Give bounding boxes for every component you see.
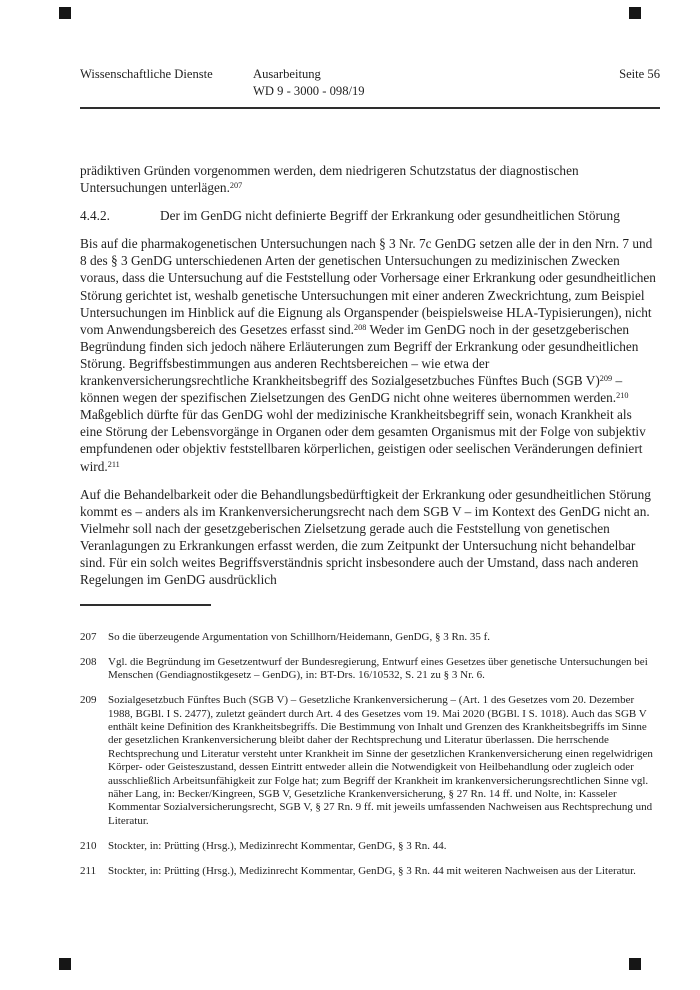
section-number: 4.4.2. (80, 208, 110, 224)
footnote-ref: 210 (616, 391, 629, 401)
footnote-ref: 209 (599, 374, 613, 384)
section-title: Der im GenDG nicht definierte Begriff der Erkrankung oder gesundheitlichen Störung (160, 208, 620, 224)
crop-mark-top-left (59, 7, 71, 19)
footnote-text: So die überzeugende Argumentation von Schillhorn/Heidemann, GenDG, § 3 Rn. 35 f. (108, 631, 490, 643)
footnote-text: Stockter, in: Prütting (Hrsg.), Medizinrecht Kommentar, GenDG, § 3 Rn. 44 mit weiteren Nachweisen aus der Literatur. (108, 864, 636, 877)
footnote-item (80, 694, 658, 828)
footnote-item (80, 865, 658, 878)
header-document-info (253, 66, 365, 99)
header-document-type: Ausarbeitung (253, 67, 321, 81)
paragraph-intro: prädiktiven Gründen vorgenommen werden, dem niedrigeren Schutzstatus der diagnostischen Untersuchungen unterlägen.$^{207}$ (80, 163, 579, 196)
footnote-text: Stockter, in: Prütting (Hrsg.), Medizinrecht Kommentar, GenDG, § 3 Rn. 44. (108, 839, 447, 852)
section-heading (80, 207, 656, 224)
footnote-item (80, 631, 658, 644)
footnotes-section (80, 604, 658, 890)
document-body (80, 162, 656, 599)
footnote-text: Vgl. die Begründung im Gesetzentwurf der Bundesregierung, Entwurf eines Gesetzes über genetische Untersuchungen bei Menschen (Gendiagnostikgesetz – GenDG), in: BT-Drs. 16/10532, S. 21 zu § 3 Nr. 6. (108, 655, 648, 682)
footnote-number: 207 (80, 631, 97, 643)
crop-mark-bottom-right (629, 958, 641, 970)
header-organization: Wissenschaftliche Dienste (80, 67, 213, 81)
header-page-number: Seite 56 (619, 67, 660, 81)
paragraph-secondary: Auf die Behandelbarkeit oder die Behandlungsbedürftigkeit der Erkrankung oder gesundheitlichen Störung kommt es – anders als im Krankenversicherungsrecht nach dem SGB V – im Kontext des GenDG nicht an. Vielmehr soll nach der gesetzgeberischen Zielsetzung gerade auch die Feststellung von genetischen Veranlagungen zu Erkrankungen erfasst werden, die zum Zeitpunkt der Untersuchung nicht behandelbar sind. Für ein solch weites Begriffsverständnis spricht insbesondere auch der Umstand, dass nach anderen Regelungen im GenDG ausdrücklich (80, 486, 651, 588)
footnote-number: 210 (80, 839, 97, 852)
footnote-ref: 211 (107, 459, 120, 469)
header-document-number: WD 9 - 3000 - 098/19 (253, 83, 365, 98)
footnote-item (80, 656, 658, 683)
paragraph-main: Bis auf die pharmakogenetischen Untersuchungen nach § 3 Nr. 7c GenDG setzen alle der in den Nrn. 7 und 8 des § 3 GenDG unterschiedenen Arten der genetischen Untersuchungen zu medizinischen Zwecken voraus, dass die Untersuchung auf die Feststellung oder Vorhersage einer Erkrankung oder gesundheitlichen Störung gerichtet ist, weshalb genetische Untersuchungen mit einer anderen Zweckrichtung, zum Beispiel Untersuchungen im Hinblick auf die Eignung als Organspender (beispielsweise HLA-Typisierungen), nicht vom Anwendungsbereich des Gesetzes erfasst sind.$^{208}$ Weder im GenDG noch in der gesetzgeberischen Begründung finden sich jedoch nähere Erläuterungen zum Begriff der Erkrankung oder gesundheitlichen Störung. Begriffsbestimmungen aus anderen Rechtsbereichen – wie etwa der krankenversicherungsrechtliche Krankheitsbegriff des Sozialgesetzbuches Fünftes Buch (SGB V)$^{209}$ – können wegen der spezifischen Zielsetzungen des GenDG nicht ohne weiteres übernommen werden.$^{210}$ Maßgeblich dürfte für das GenDG wohl der medizinische Krankheitsbegriff sein, wonach Krankheit als eine Störung der Lebensvorgänge in Organen oder dem gesamten Organismus mit der Folge von subjektiv empfundenen oder objektiv feststellbaren körperlichen, geistigen oder seelischen Veränderungen definiert wird.$^{211}$ (80, 236, 656, 474)
footnote-number: 209 (80, 694, 97, 707)
crop-mark-bottom-left (59, 958, 71, 970)
footnote-separator-rule (80, 604, 211, 606)
crop-mark-top-right (629, 7, 641, 19)
header-rule (80, 107, 660, 109)
footnote-text: Sozialgesetzbuch Fünftes Buch (SGB V) – Gesetzliche Krankenversicherung – (Art. 1 des Gesetzes vom 20. Dezember 1988, BGBl. I S. 2477), zuletzt geändert durch Art. 4 des Gesetzes vom 19. Mai 2020 (BGBl. I S. 1018). Auch das SGB V enthält keine Definition des Krankheitsbegriffs. Die Bestimmung von Inhalt und Grenzen des Krankheitsbegriffs im Sinne der gesetzlichen Krankenversicherung bleibt daher der Rechtsprechung und Literatur überlassen. Die herrschende Rechtsprechung und Literatur versteht unter Krankheit im Sinne der gesetzlichen Krankenversicherung einen regelwidrigen Körper- oder Geisteszustand, dessen Eintritt entweder allein die Notwendigkeit von Heilbehandlung oder zugleich oder ausschließlich Arbeitsunfähigkeit zur Folge hat; zum Begriff der Krankheit im krankenversicherungsrechtlichen Sinne vgl. näher Lang, in: Becker/Kingreen, SGB V, Gesetzliche Krankenversicherung, § 27 Rn. 14 ff. und Nolte, in: Kasseler Kommentar Sozialversicherungsrecht, SGB V, § 27 Rn. 9 ff. mit jeweils umfassenden Nachweisen aus Rechtsprechung und Literatur. (108, 694, 653, 827)
footnote-ref: 208 (354, 323, 367, 333)
footnote-number: 211 (80, 864, 97, 877)
footnote-ref: 207 (229, 181, 243, 191)
footnote-number: 208 (80, 655, 97, 668)
footnote-item (80, 840, 658, 853)
footnote-list (80, 631, 658, 878)
